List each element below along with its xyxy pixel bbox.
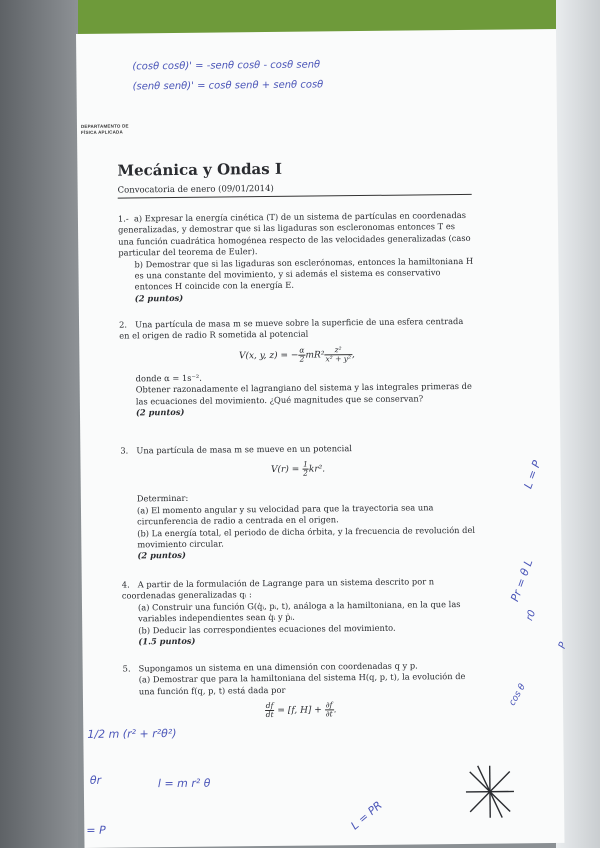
doodle-star — [460, 761, 521, 822]
question-4-number: 4. — [121, 579, 130, 590]
question-3-points: (2 puntos) — [137, 550, 186, 561]
formula-end: , — [351, 349, 355, 360]
fraction-denominator: dt — [265, 710, 274, 720]
exam-paper — [76, 29, 564, 848]
formula-rhs: kr². — [308, 464, 326, 475]
margin-note-l-p: L = P — [521, 458, 544, 491]
question-2-donde: donde α = 1s⁻². — [135, 372, 202, 384]
fraction-denominator: 2 — [303, 469, 308, 479]
margin-note-pr-theta: Pr = θ L — [508, 557, 536, 604]
fraction-numerator: α — [299, 345, 305, 355]
question-5-part-a: (a) Demostrar que para la hamiltoniana del sistema H(q, p, t), la evolución de una función f(q, p, t) está dada por — [138, 671, 466, 697]
fraction-numerator: ∂f — [325, 700, 333, 710]
fraction-denominator: 2 — [299, 354, 305, 364]
question-2-text: Una partícula de masa m se mueve sobre la superficie de una esfera centrada en el origen de radio R sometida al potencial — [119, 315, 464, 341]
question-4-text: A partir de la formulación de Lagrange para un sistema descrito por n coordenadas generalizadas qᵢ : — [121, 576, 435, 601]
handwritten-equals-p: = P — [86, 823, 106, 837]
question-1-number: 1.- — [117, 213, 129, 224]
question-4-part-b: (b) Deducir las correspondientes ecuaciones del movimiento. — [138, 622, 396, 636]
question-1-part-b: b) Demostrar que si las ligaduras son esclerónomas, entonces la hamiltoniana H es una constante del movimiento, y si además el sistema es conservativo entonces H coincide con la energía E. — [134, 255, 474, 292]
handwritten-theta-r: θr — [89, 773, 102, 787]
fraction-denominator: x² + y² — [325, 353, 352, 364]
handwritten-note-1: (cosθ cosθ)' = -senθ cosθ - cosθ senθ — [132, 59, 321, 73]
question-3-part-b: (b) La energía total, el periodo de dicha órbita, y la frecuencia de revolución del movimiento circular. — [137, 524, 476, 550]
question-3-text: Una partícula de masa m se mueve en un potencial — [136, 443, 352, 456]
department-label — [81, 123, 129, 135]
question-2-number: 2. — [118, 319, 128, 330]
fraction-numerator: z² — [324, 346, 352, 355]
formula-lhs: V(x, y, z) = − — [238, 350, 299, 362]
formula-middle: mR² — [305, 350, 325, 361]
department-line-2: FÍSICA APLICADA — [81, 129, 123, 135]
question-2 — [119, 316, 475, 419]
question-5 — [123, 660, 479, 729]
margin-note-p: P — [556, 640, 570, 651]
formula-fraction-df-dt — [265, 702, 275, 719]
handwritten-note-2: (senθ senθ)' = cosθ senθ + senθ cosθ — [132, 79, 324, 93]
fraction-numerator: df — [265, 701, 274, 711]
formula-end: . — [333, 705, 337, 716]
left-background-strip — [0, 0, 78, 848]
question-2-points: (2 puntos) — [135, 406, 185, 418]
formula-lhs: V(r) = — [270, 465, 300, 476]
question-4-points: (1.5 puntos) — [138, 635, 196, 647]
question-1-part-a: a) Expresar la energía cinética (T) de un sistema de partículas en coordenadas generalizadas, y demostrar que si las ligaduras son escleronomas entonces T es una función cuadrática homogénea respecto de las velocidades generalizadas (caso particular del teorema de Euler). — [118, 209, 471, 258]
formula-fraction-z — [324, 346, 352, 363]
fraction-denominator: ∂t — [325, 709, 333, 719]
question-3 — [120, 442, 476, 563]
question-2-text-2: Obtener razonadamente el lagrangiano del sistema y las integrales primeras de las ecuaciones del movimiento. ¿Qué magnitudes que se conservan? — [135, 381, 472, 407]
question-4-part-a: (a) Construir una función G(q̇ᵢ, pᵢ, t), análoga a la hamiltoniana, en la que las variables independientes sean q̇ᵢ y ṗᵢ. — [137, 598, 461, 624]
handwritten-angular-momentum: l = m r² θ — [157, 776, 211, 791]
handwritten-l-pr: L = PR — [348, 798, 385, 833]
question-3-number: 3. — [120, 445, 129, 456]
question-2-formula — [119, 345, 474, 366]
question-4 — [122, 576, 478, 648]
exam-subtitle: Convocatoria de enero (09/01/2014) — [117, 183, 274, 196]
question-5-number: 5. — [122, 663, 131, 674]
fraction-numerator: 1 — [303, 460, 308, 470]
question-1 — [118, 210, 474, 305]
formula-fraction-partial — [325, 702, 334, 719]
question-3-formula — [120, 459, 475, 480]
department-line-1: DEPARTAMENTO DE — [80, 123, 129, 129]
question-5-formula — [123, 700, 478, 721]
exam-title: Mecánica y Ondas I — [117, 159, 283, 180]
question-3-part-a: (a) El momento angular y su velocidad para que la trayectoria sea una circunferencia de radio a centrada en el origen. — [136, 502, 434, 527]
margin-note-r0: r0 — [524, 608, 539, 623]
handwritten-kinetic-energy: 1/2 m (r² + r²θ²) — [87, 726, 177, 741]
question-1-points: (2 puntos) — [134, 292, 184, 304]
formula-middle: = [f, H] + — [277, 705, 322, 717]
question-3-determinar: Determinar: — [136, 493, 189, 504]
margin-note-cos: cos θ — [507, 682, 528, 708]
question-5-text: Supongamos un sistema en una dimensión con coordenadas q y p. — [138, 660, 418, 674]
